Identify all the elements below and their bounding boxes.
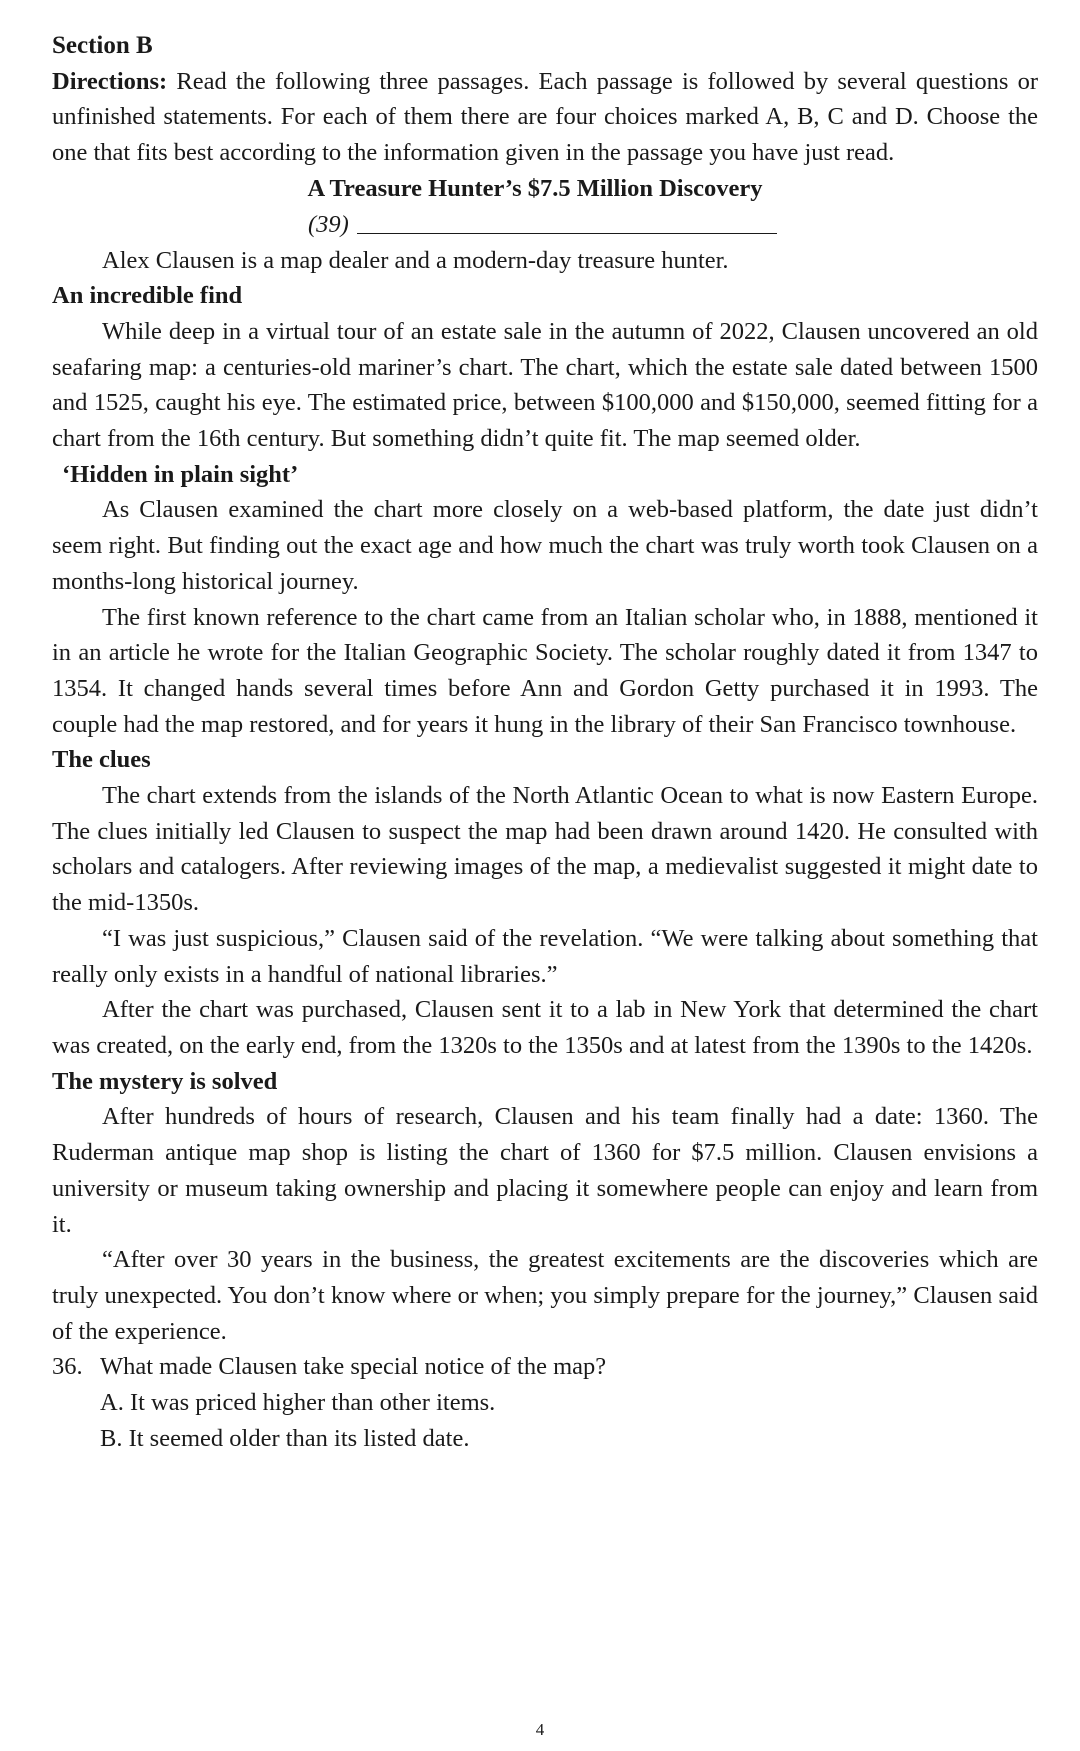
section-heading-the-clues: The clues xyxy=(52,746,151,774)
page-number: 4 xyxy=(535,1720,545,1739)
section-heading-hidden-in-plain-sight: ‘Hidden in plain sight’ xyxy=(62,460,299,488)
directions-text: Read the following three passages. Each passage is followed by several questions or unfinished statements. For each of them there are four choices marked A, B, C and D. Choose the one that fits best according to the information given in the passage you have just read. xyxy=(52,67,1038,167)
paragraph: “After over 30 years in the business, the greatest excitements are the discoveries which are truly unexpected. You don’t know where or when; you simply prepare for the journey,” Clausen said of the experience. xyxy=(52,1246,1038,1345)
article-intro: Alex Clausen is a map dealer and a modern-day treasure hunter. xyxy=(102,246,729,274)
question-36 xyxy=(52,1349,1038,1385)
section-title: Section B xyxy=(52,32,153,59)
blank-underline[interactable] xyxy=(357,233,777,234)
directions xyxy=(52,64,1038,171)
article-title: A Treasure Hunter’s $7.5 Million Discovery xyxy=(307,174,763,202)
answer-blank xyxy=(52,207,1038,243)
paragraph: After the chart was purchased, Clausen sent it to a lab in New York that determined the chart was created, on the early end, from the 1320s to the 1350s and at latest from the 1390s to the 1420s. xyxy=(52,996,1038,1059)
paragraph: As Clausen examined the chart more closely on a web-based platform, the date just didn’t seem right. But finding out the exact age and how much the chart was truly worth took Clausen on a months-long historical journey. xyxy=(52,496,1038,595)
paragraph: “I was just suspicious,” Clausen said of the revelation. “We were talking about something that really only exists in a handful of national libraries.” xyxy=(52,924,1038,988)
question-number: 36. xyxy=(52,1353,83,1381)
paragraph: After hundreds of hours of research, Clausen and his team finally had a date: 1360. The Ruderman antique map shop is listing the chart of 1360 for $7.5 million. Clausen envisions a university or museum taking ownership and placing it somewhere people can enjoy and learn from it. xyxy=(52,1103,1038,1238)
question-text: What made Clausen take special notice of the map? xyxy=(100,1353,607,1381)
paragraph: While deep in a virtual tour of an estate sale in the autumn of 2022, Clausen uncovered an old seafaring map: a centuries-old mariner’s chart. The chart, which the estate sale dated between 1500 and 1525, caught his eye. The estimated price, between $100,000 and $150,000, seemed fitting for a chart from the 16th century. But something didn’t quite fit. The map seemed older. xyxy=(52,317,1038,453)
paragraph: The chart extends from the islands of the North Atlantic Ocean to what is now Eastern Europe. The clues initially led Clausen to suspect the map had been drawn around 1420. He consulted with scholars and catalogers. After reviewing images of the map, a medievalist suggested it might date to the mid-1350s. xyxy=(52,782,1038,917)
directions-label: Directions: xyxy=(52,67,168,95)
option-a[interactable]: A. It was priced higher than other items. xyxy=(100,1389,496,1417)
option-b[interactable]: B. It seemed older than its listed date. xyxy=(100,1424,470,1452)
blank-number: (39) xyxy=(308,210,349,238)
paragraph: The first known reference to the chart came from an Italian scholar who, in 1888, mentioned it in an article he wrote for the Italian Geographic Society. The scholar roughly dated it from 1347 to 1354. It changed hands several times before Ann and Gordon Getty purchased it in 1993. The couple had the map restored, and for years it hung in the library of their San Francisco townhouse. xyxy=(52,603,1038,738)
exam-page xyxy=(52,28,1038,1456)
section-heading-mystery-solved: The mystery is solved xyxy=(52,1067,278,1095)
section-heading-incredible-find: An incredible find xyxy=(52,282,243,310)
